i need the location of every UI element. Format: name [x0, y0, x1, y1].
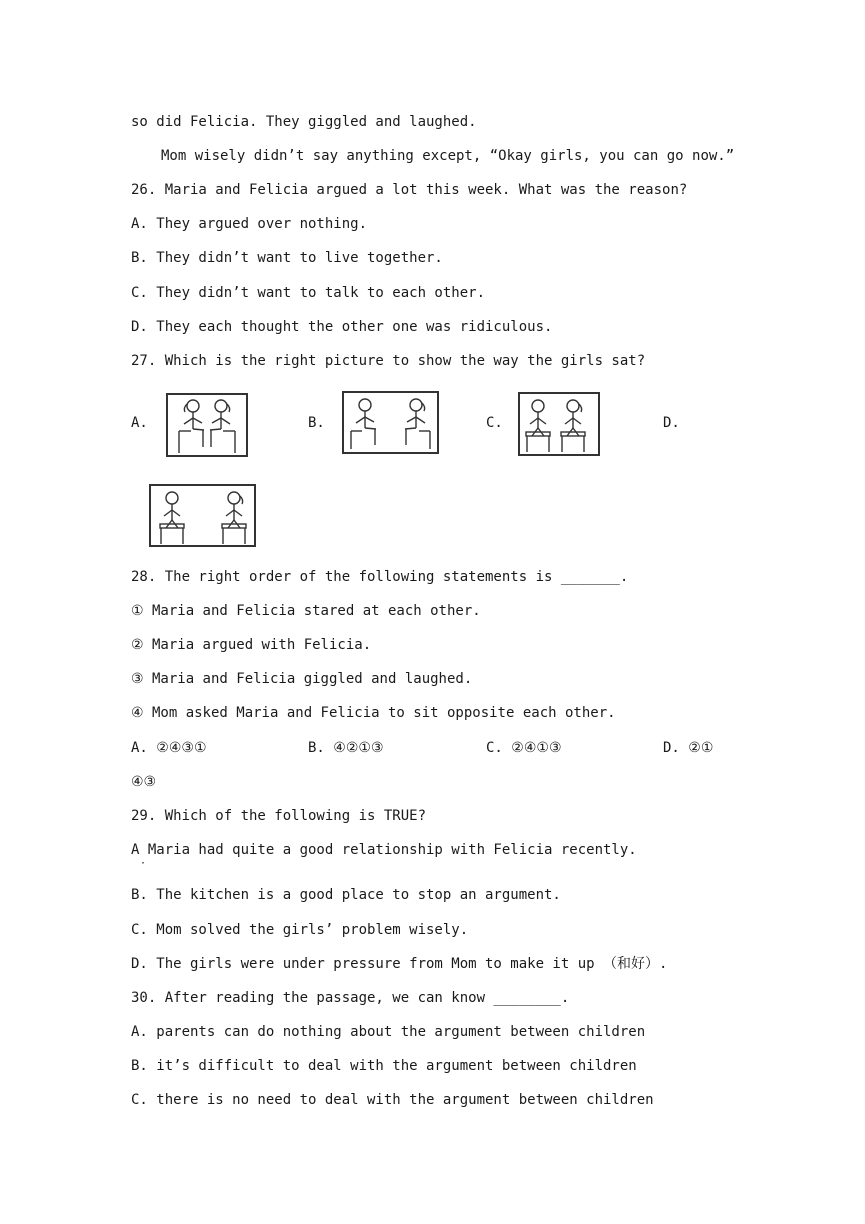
q30-option-b: B. it’s difficult to deal with the argument between children	[131, 1058, 637, 1074]
q27-option-d-label: D.	[663, 415, 680, 431]
q28-statement-4: ④ Mom asked Maria and Felicia to sit opposite each other.	[131, 705, 616, 721]
q26-option-b: B. They didn’t want to live together.	[131, 250, 443, 266]
question-26-stem: 26. Maria and Felicia argued a lot this week. What was the reason?	[131, 182, 688, 198]
q27-option-a-label: A.	[131, 415, 148, 431]
q29-option-b: B. The kitchen is a good place to stop an argument.	[131, 887, 561, 903]
picture-a	[166, 393, 248, 457]
q30-option-c: C. there is no need to deal with the argument between children	[131, 1092, 654, 1108]
q29-option-d: D. The girls were under pressure from Mom to make it up （和好）.	[131, 956, 668, 972]
q29-option-c: C. Mom solved the girls’ problem wisely.	[131, 922, 469, 938]
q28-option-a: A. ②④③①	[131, 740, 207, 756]
stray-dot: ·	[140, 858, 147, 869]
q26-option-a: A. They argued over nothing.	[131, 216, 368, 232]
picture-c	[518, 392, 600, 456]
q28-statement-2: ② Maria argued with Felicia.	[131, 637, 372, 653]
q27-option-c-label: C.	[486, 415, 503, 431]
question-30-stem: 30. After reading the passage, we can know ________.	[131, 990, 570, 1006]
q28-option-b: B. ④②①③	[308, 740, 384, 756]
picture-d	[149, 484, 256, 547]
q27-option-b-label: B.	[308, 415, 325, 431]
q28-statement-1: ① Maria and Felicia stared at each other.	[131, 603, 481, 619]
passage-line: Mom wisely didn’t say anything except, “Okay girls, you can go now.”	[161, 148, 735, 164]
question-29-stem: 29. Which of the following is TRUE?	[131, 808, 427, 824]
q28-option-d-continued: ④③	[131, 774, 157, 790]
q29-option-a: A Maria had quite a good relationship with Felicia recently.	[131, 842, 637, 858]
q26-option-c: C. They didn’t want to talk to each other.	[131, 285, 486, 301]
q26-option-d: D. They each thought the other one was ridiculous.	[131, 319, 553, 335]
picture-b	[342, 391, 439, 454]
passage-line: so did Felicia. They giggled and laughed.	[131, 114, 477, 130]
question-27-stem: 27. Which is the right picture to show the way the girls sat?	[131, 353, 646, 369]
q28-option-d: D. ②①	[663, 740, 714, 756]
q28-option-c: C. ②④①③	[486, 740, 562, 756]
question-28-stem: 28. The right order of the following statements is _______.	[131, 569, 629, 585]
q28-statement-3: ③ Maria and Felicia giggled and laughed.	[131, 671, 473, 687]
q30-option-a: A. parents can do nothing about the argument between children	[131, 1024, 646, 1040]
